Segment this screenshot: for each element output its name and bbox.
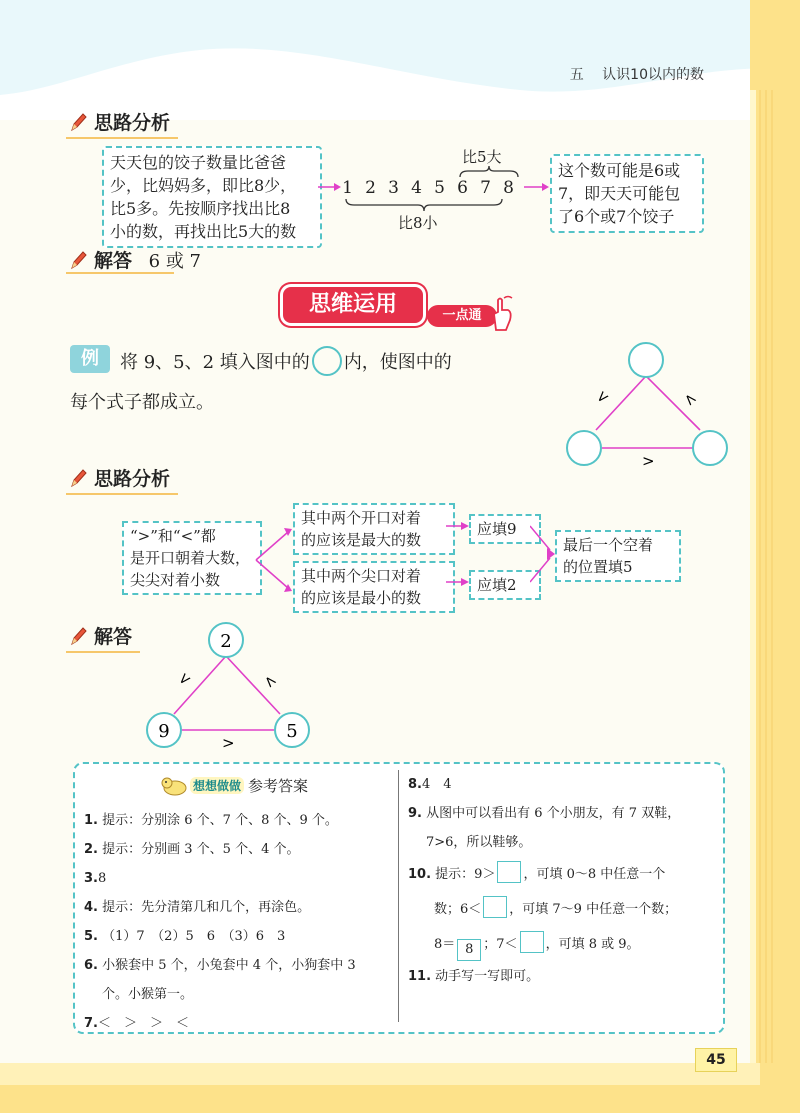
flow-rule-box <box>122 521 262 595</box>
blank-circle-icon <box>312 346 342 376</box>
blank-circle-left <box>567 431 601 465</box>
reasoning-box-left <box>102 146 322 248</box>
answer-item-5: 5. （1）7 （2）5 6 （3）6 3 <box>84 929 286 944</box>
answer-item-10-line3: 8＝ 8 ；7＜ ，可填 8 或 9。 <box>408 927 716 962</box>
number-6: 6 <box>457 178 468 198</box>
answer-triangle-diagram <box>142 620 314 754</box>
answer-item-9: 9. 从图中可以看出有 6 个小朋友，有 7 双鞋， <box>408 806 681 821</box>
number-7: 7 <box>480 178 491 198</box>
chapter-header <box>570 64 704 84</box>
answer-key-divider <box>398 770 399 1022</box>
conclusion-line: 这个数可能是6或 <box>558 161 681 180</box>
conclusion-line: 了6个或7个饺子 <box>558 207 675 226</box>
label-greater-than-5: 比5大 <box>462 148 502 166</box>
pencil-icon <box>70 112 88 132</box>
number-2: 2 <box>365 178 376 198</box>
example-triangle-diagram <box>560 336 736 476</box>
answer-item-4: 4. 提示：先分清第几和几个，再涂色。 <box>84 900 311 915</box>
answer-key-left-column <box>84 806 389 1038</box>
sign-right: < <box>679 388 702 410</box>
answer-item-6: 6. 小猴套中 5 个，小兔套中 4 个，小狗套中 3 <box>84 958 356 973</box>
number-8: 8 <box>503 178 514 198</box>
answer-item-8: 8.4 4 <box>408 777 452 792</box>
answer-item-1: 1. 提示：分别涂 6 个、7 个、8 个、9 个。 <box>84 813 338 828</box>
answer-sign-right: < <box>259 670 282 692</box>
analysis-heading-2 <box>66 464 178 495</box>
banner-title: 思维运用 <box>283 287 423 323</box>
answer-sign-bottom: > <box>222 734 235 752</box>
reasoning-line: 比5多。先按顺序找出比8 <box>110 199 291 218</box>
reasoning-line: 天天包的饺子数量比爸爸 <box>110 153 287 172</box>
example-badge: 例 <box>70 345 110 373</box>
arrow-right-icon <box>524 180 550 194</box>
answer-key-right-column <box>408 770 716 991</box>
flow-merge-arrows <box>530 520 556 590</box>
flow-line: 是开口朝着大数， <box>130 549 251 567</box>
flow-final-box <box>555 530 681 582</box>
pencil-icon <box>70 250 88 270</box>
snail-mascot-icon <box>158 774 188 796</box>
number-1: 1 <box>342 178 353 198</box>
top-wave-decoration <box>0 0 800 120</box>
flow-max-box <box>293 503 455 555</box>
number-3: 3 <box>388 178 399 198</box>
flow-branch-arrows <box>254 518 294 602</box>
example-problem-line1 <box>120 346 452 376</box>
brace-bottom <box>344 198 508 212</box>
analysis-heading-1 <box>66 108 178 139</box>
answer-heading-1 <box>66 246 209 275</box>
label-less-than-8: 比8小 <box>398 214 438 232</box>
sign-left: < <box>591 386 614 408</box>
reasoning-line: 小的数，再找出比5大的数 <box>110 222 297 241</box>
bottom-page-edge <box>0 1063 800 1113</box>
fill-2-box: 应填2 <box>469 570 541 600</box>
answer-item-11: 11. 动手写一写即可。 <box>408 969 540 984</box>
answer-1-value: 6 或 7 <box>148 251 201 272</box>
answer-item-6-cont: 个。小猴第一。 <box>102 987 194 1002</box>
flow-line: 最后一个空着 <box>563 536 654 554</box>
answer-heading-2 <box>66 622 140 653</box>
analysis-heading-1-text: 思路分析 <box>94 112 171 134</box>
number-5: 5 <box>434 178 445 198</box>
blank-square <box>520 931 544 953</box>
answer-item-10: 10. 提示：9＞ ，可填 0～8 中任意一个 <box>408 857 716 892</box>
answer-item-10-line2: 数；6＜ ，可填 7～9 中任意一个数； <box>408 892 716 927</box>
sign-bottom: > <box>642 452 655 470</box>
reasoning-line: 少，比妈妈多，即比8少， <box>110 176 297 195</box>
flow-line: 的位置填5 <box>563 558 633 576</box>
arrow-right-icon <box>446 520 470 532</box>
right-page-edge <box>750 0 800 1113</box>
blank-circle-top <box>629 343 663 377</box>
answer-right-number: 5 <box>286 721 298 742</box>
flow-line: 的应该是最小的数 <box>301 589 422 607</box>
chapter-number: 五 <box>569 67 584 83</box>
flow-min-box <box>293 561 455 613</box>
blank-circle-right <box>693 431 727 465</box>
flow-line: 其中两个开口对着 <box>301 509 422 527</box>
flow-line: 的应该是最大的数 <box>301 531 422 549</box>
answer-sign-left: < <box>173 668 196 690</box>
answer-key-header <box>158 774 308 796</box>
answer-item-2: 2. 提示：分别画 3 个、5 个、4 个。 <box>84 842 300 857</box>
answer-heading-1-text: 解答 <box>94 250 133 272</box>
answer-item-9-cont: 7>6，所以鞋够。 <box>426 835 532 850</box>
number-4: 4 <box>411 178 422 198</box>
pointing-hand-icon <box>488 294 514 332</box>
banner-subtitle: 一点通 <box>427 305 497 327</box>
answer-key-title: 参考答案 <box>248 776 309 795</box>
answer-left-number: 9 <box>158 721 170 742</box>
answer-key-logo: 想想做做 <box>190 777 244 794</box>
example-problem-line2: 每个式子都成立。 <box>70 392 214 413</box>
pencil-icon <box>70 626 88 646</box>
number-line <box>336 178 520 198</box>
flow-line: “>”和“<”都 <box>130 527 216 545</box>
brace-top <box>458 166 520 178</box>
example-text-after: 内，使图中的 <box>343 352 452 373</box>
answer-item-7: 7.＜ ＞ ＞ ＜ <box>84 1016 189 1031</box>
filled-square: 8 <box>457 939 481 961</box>
answer-heading-2-text: 解答 <box>94 626 133 648</box>
analysis-heading-2-text: 思路分析 <box>94 468 171 490</box>
blank-square <box>497 861 521 883</box>
page-number: 45 <box>695 1048 737 1072</box>
heading-underline <box>66 272 174 274</box>
answer-item-3: 3.8 <box>84 871 107 886</box>
arrow-right-icon <box>446 576 470 588</box>
conclusion-line: 7，即天天可能包 <box>558 184 681 203</box>
answer-top-number: 2 <box>220 631 232 652</box>
flow-line: 其中两个尖口对着 <box>301 567 422 585</box>
flow-line: 尖尖对着小数 <box>130 571 221 589</box>
chapter-title: 认识10以内的数 <box>602 67 704 83</box>
pencil-icon <box>70 468 88 488</box>
example-text-before: 将 9、5、2 填入图中的 <box>120 352 310 373</box>
fill-9-box: 应填9 <box>469 514 541 544</box>
blank-square <box>483 896 507 918</box>
conclusion-box <box>550 154 704 233</box>
